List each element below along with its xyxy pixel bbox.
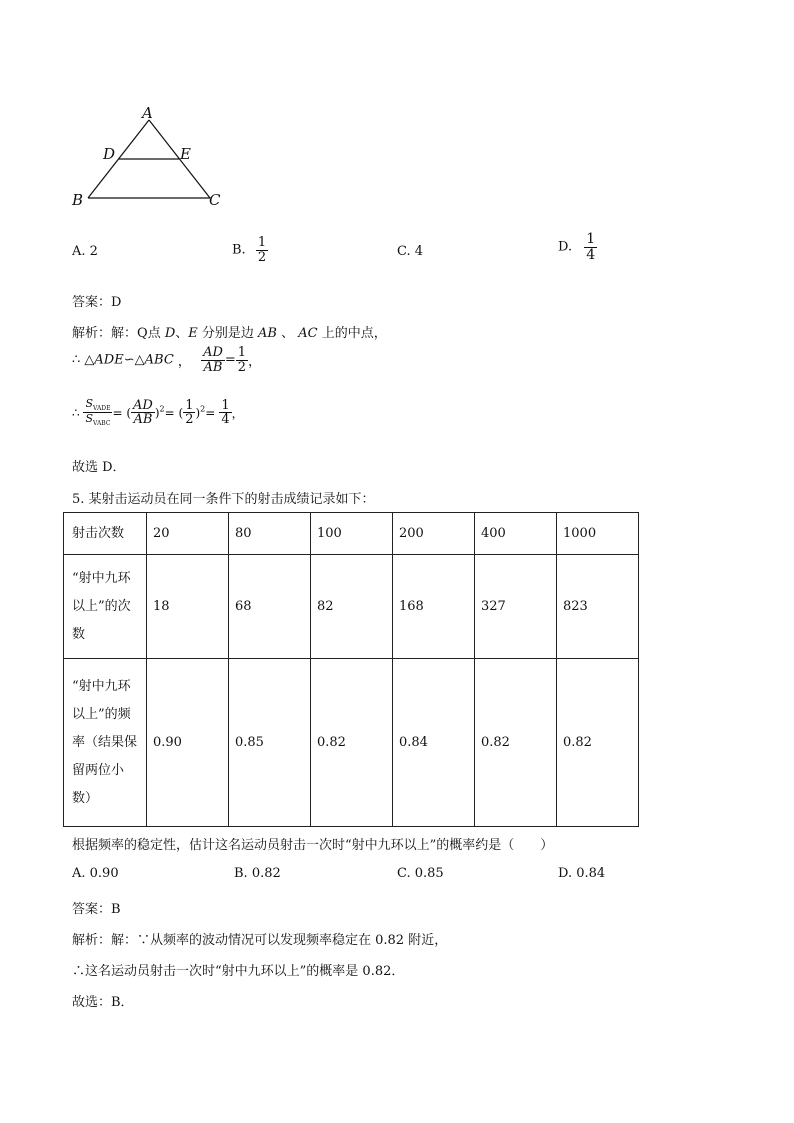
vertex-a-label: A (142, 104, 153, 122)
q4-option-b-num: 1 (257, 235, 267, 250)
table-row-header (64, 555, 147, 659)
q4-sol2-end: ， (248, 354, 262, 370)
q5-option-a: A. 0.90 (72, 866, 119, 881)
vertex-b-label: B (72, 191, 84, 209)
table-row-header-line: 以上”的次 (72, 598, 131, 614)
table-cell: 射击次数 (64, 513, 147, 555)
q4-sol2-tri2: △ABC (134, 352, 174, 368)
q4-sol3-area-ratio (83, 398, 112, 428)
vertex-c-label: C (209, 191, 221, 209)
q4-sol1-symbol: Q (137, 326, 148, 341)
q4-sol2-ratio-den: AB (201, 360, 225, 375)
table-cell: 168 (393, 555, 475, 659)
q4-solution-line1 (72, 322, 387, 341)
q4-sol3-area-den: $S_{VABC}$ (83, 412, 112, 427)
q4-sol3-ad-ab (131, 399, 155, 427)
table-cell: 80 (229, 513, 311, 555)
q4-sol1-sep: 、 (175, 326, 189, 341)
table-cell: 68 (229, 555, 311, 659)
q4-sol2-comma: ， (173, 354, 191, 370)
q5-option-c: C. 0.85 (397, 866, 444, 881)
q4-solution-line3 (72, 398, 244, 428)
q4-sol1-ab: AB (258, 326, 277, 341)
table-cell: 0.90 (147, 659, 229, 827)
table-row (64, 659, 639, 827)
table-cell: 82 (311, 555, 393, 659)
q4-sol2-half-num: 1 (237, 345, 247, 360)
table-cell: 400 (475, 513, 557, 555)
table-cell: 0.82 (475, 659, 557, 827)
table-row-header-line: 数 (72, 626, 86, 642)
q4-sol3-ab: AB (131, 412, 155, 427)
table-row-header-line: “射中九环 (72, 678, 131, 694)
table-cell: 0.82 (557, 659, 639, 827)
q4-sol2-tri1: △ADE (84, 352, 124, 368)
q4-sol1-e: E (188, 326, 198, 341)
vertex-e-label: E (180, 145, 191, 163)
q5-title: 5. 某射击运动员在同一条件下的射击成绩记录如下： (72, 492, 375, 507)
q4-sol3-close2: ) (195, 405, 201, 420)
table-row-header (64, 659, 147, 827)
q4-sol3-end: ， (231, 406, 244, 421)
q4-option-b (232, 236, 268, 264)
q4-option-d-den: 4 (586, 246, 596, 263)
q4-sol2-ratio-num: AD (203, 345, 223, 360)
q4-option-d-num: 1 (586, 231, 596, 247)
q4-answer: 答案：D (72, 295, 122, 310)
q4-option-c: C. 4 (397, 244, 424, 259)
table-row-header-line: 率（结果保 (72, 734, 138, 750)
table-cell: 20 (147, 513, 229, 555)
vertex-d-label: D (103, 145, 116, 163)
q4-sol3-eq3: = (205, 405, 216, 420)
q4-sol3-half (183, 399, 195, 427)
q4-sol3-therefore: ∴ (72, 405, 80, 420)
q4-sol1-prefix: 解析：解： (72, 326, 138, 341)
q4-sol3-sq: 2 (159, 404, 165, 414)
table-cell: 0.85 (229, 659, 311, 827)
table-cell: 0.84 (393, 659, 475, 827)
q4-sol3-half-den: 2 (185, 412, 194, 428)
table-row-header-line: 数） (72, 790, 99, 806)
q4-sol2-half-den: 2 (237, 359, 247, 375)
q4-sol1-c: 、 (277, 326, 299, 341)
q4-sol2-ratio (201, 346, 225, 374)
table-cell: 0.82 (311, 659, 393, 827)
q4-option-b-fraction (256, 236, 268, 264)
table-row-header-line: “射中九环 (72, 570, 131, 586)
q4-sol2-therefore: ∴ (72, 352, 81, 368)
q4-option-d (558, 232, 597, 262)
q5-option-d: D. 0.84 (558, 866, 606, 881)
q4-option-d-prefix: D. (558, 239, 573, 255)
q4-sol1-a: 点 (147, 326, 165, 341)
table-cell: 327 (475, 555, 557, 659)
q5-solution-line2: ∴这名运动员射击一次时“射中九环以上”的概率是 0.82． (72, 964, 405, 979)
q4-option-a: A. 2 (72, 244, 98, 259)
q4-sol3-quarter-num: 1 (221, 397, 230, 413)
q4-sol3-half-num: 1 (185, 397, 194, 413)
q4-sol3-eq1: = ( (112, 405, 132, 420)
table-cell: 1000 (557, 513, 639, 555)
q4-sol3-ad: AD (133, 397, 153, 413)
q4-sol1-ac: AC (298, 326, 318, 341)
q4-sol3-close: ) (154, 405, 160, 420)
q4-sol2-half (236, 346, 248, 374)
q5-question: 根据频率的稳定性，估计这名运动员射击一次时“射中九环以上”的概率约是（ ） (72, 838, 554, 853)
table-cell: 200 (393, 513, 475, 555)
q4-sol3-area-num: $S_{VADE}$ (85, 397, 111, 413)
q4-sol1-d: D (164, 326, 176, 341)
q4-sol3-eq2: = ( (164, 405, 184, 420)
q4-option-b-den: 2 (257, 249, 267, 265)
q4-option-b-prefix: B. (232, 242, 246, 258)
q4-sol2-eq: = (224, 352, 236, 368)
table-row-header-line: 留两位小 (72, 762, 125, 778)
table-row (64, 555, 639, 659)
q4-sol2-sim: ∽ (123, 352, 135, 368)
shooting-record-table (63, 512, 639, 827)
table-row (64, 513, 639, 555)
q4-choice: 故选 D． (72, 460, 126, 475)
q5-solution-line1: 解析：解：∵从频率的波动情况可以发现频率稳定在 0.82 附近， (72, 933, 448, 948)
q4-sol1-b: 分别是边 (197, 326, 259, 341)
table-row-header-line: 以上”的频 (72, 706, 131, 722)
q5-option-b: B. 0.82 (234, 866, 281, 881)
q4-option-d-fraction (584, 232, 597, 262)
table-cell: 100 (311, 513, 393, 555)
q4-solution-line2 (72, 346, 261, 374)
q4-sol3-quarter-den: 4 (221, 412, 230, 428)
q4-sol1-end: 上的中点， (317, 326, 387, 341)
table-cell: 823 (557, 555, 639, 659)
q4-sol3-sq2: 2 (200, 404, 206, 414)
q5-answer: 答案：B (72, 902, 121, 917)
q4-sol3-quarter (219, 399, 231, 427)
table-cell: 18 (147, 555, 229, 659)
q5-choice: 故选：B． (72, 995, 134, 1010)
